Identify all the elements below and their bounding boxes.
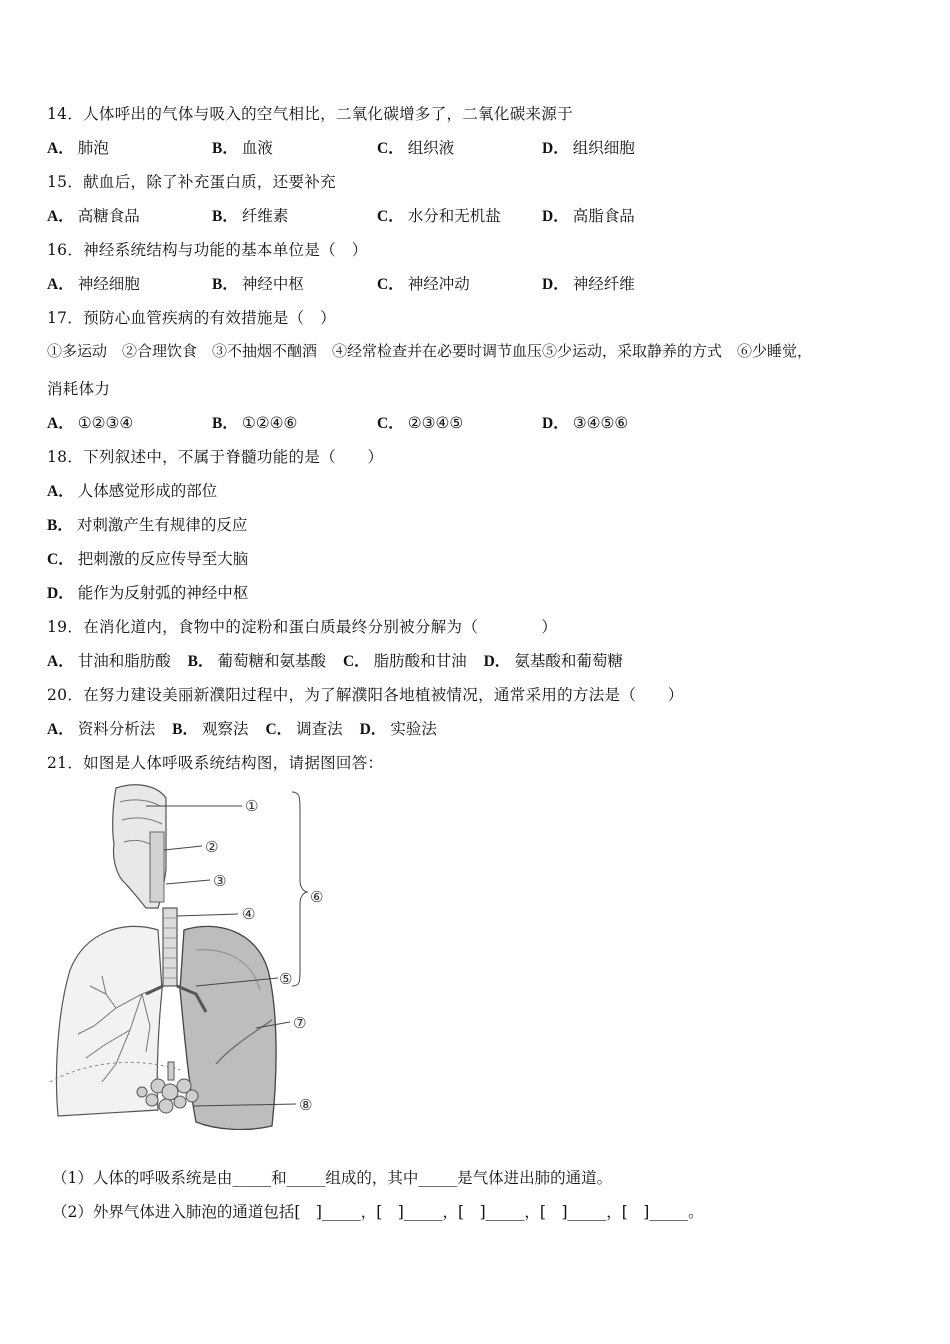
option-b: B． 观察法 <box>172 720 249 738</box>
option-b: B． 血液 <box>212 139 273 157</box>
question-17-items-cont: 消耗体力 <box>47 380 111 398</box>
option-d: D． 氨基酸和葡萄糖 <box>483 652 623 670</box>
option-a: A． 人体感觉形成的部位 <box>47 482 218 500</box>
option-b: B． 对刺激产生有规律的反应 <box>47 516 248 534</box>
question-17-stem: 17．预防心血管疾病的有效措施是（ ） <box>47 309 336 327</box>
option-d: D． 实验法 <box>359 720 437 738</box>
question-16-stem: 16．神经系统结构与功能的基本单位是（ ） <box>47 241 368 259</box>
option-c: C． 组织液 <box>377 139 455 157</box>
question-18-stem: 18．下列叙述中，不属于脊髓功能的是（ ） <box>47 448 384 466</box>
option-d: D． 高脂食品 <box>542 207 635 225</box>
option-d: D． 能作为反射弧的神经中枢 <box>47 584 249 602</box>
option-a: A． 神经细胞 <box>47 275 140 293</box>
option-d: D． 神经纤维 <box>542 275 635 293</box>
option-c: C． 神经冲动 <box>377 275 470 293</box>
option-b: B． 纤维素 <box>212 207 289 225</box>
label-5: ⑤ <box>279 970 293 988</box>
label-4: ④ <box>242 905 256 923</box>
option-b: B． 神经中枢 <box>212 275 304 293</box>
option-b: B． 葡萄糖和氨基酸 <box>187 652 327 670</box>
question-21-stem: 21．如图是人体呼吸系统结构图，请据图回答： <box>47 754 384 772</box>
question-21-part-1: （1）人体的呼吸系统是由_____和_____组成的，其中_____是气体进出肺的通道。 <box>52 1169 613 1187</box>
option-a: A． 资料分析法 <box>47 720 156 738</box>
label-1: ① <box>245 797 259 815</box>
option-a: A． 甘油和脂肪酸 <box>47 652 171 670</box>
label-8: ⑧ <box>299 1096 313 1114</box>
question-20-stem: 20．在努力建设美丽新濮阳过程中，为了解濮阳各地植被情况，通常采用的方法是（ ） <box>47 686 684 704</box>
option-a: A． 高糖食品 <box>47 207 140 225</box>
label-7: ⑦ <box>293 1014 307 1032</box>
label-3: ③ <box>213 872 227 890</box>
option-a: A． 肺泡 <box>47 139 109 157</box>
question-17-items: ①多运动 ②合理饮食 ③不抽烟不酗酒 ④经常检查并在必要时调节血压⑤少运动，采取静养的方式 ⑥少睡觉， <box>47 342 813 360</box>
label-2: ② <box>205 838 219 856</box>
option-d: D． 组织细胞 <box>542 139 635 157</box>
question-21-part-2: （2）外界气体进入肺泡的通道包括[ ]_____，[ ]_____，[ ]_____，[ ]_____，[ ]_____。 <box>52 1203 704 1221</box>
label-6: ⑥ <box>310 888 324 906</box>
option-c: C． ②③④⑤ <box>377 414 464 432</box>
question-14-stem: 14．人体呼出的气体与吸入的空气相比，二氧化碳增多了，二氧化碳来源于 <box>47 105 573 123</box>
question-15-stem: 15．献血后，除了补充蛋白质，还要补充 <box>47 173 336 191</box>
question-19-options <box>47 649 623 671</box>
option-c: C． 水分和无机盐 <box>377 207 501 225</box>
question-19-stem: 19．在消化道内，食物中的淀粉和蛋白质最终分别被分解为（ ） <box>47 618 558 636</box>
option-b: B． ①②④⑥ <box>212 414 298 432</box>
option-c: C． 脂肪酸和甘油 <box>342 652 467 670</box>
respiratory-system-diagram <box>46 780 346 1130</box>
option-a: A． ①②③④ <box>47 414 134 432</box>
option-c: C． 调查法 <box>265 720 343 738</box>
option-c: C． 把刺激的反应传导至大脑 <box>47 550 249 568</box>
question-20-options <box>47 717 437 739</box>
option-d: D． ③④⑤⑥ <box>542 414 629 432</box>
